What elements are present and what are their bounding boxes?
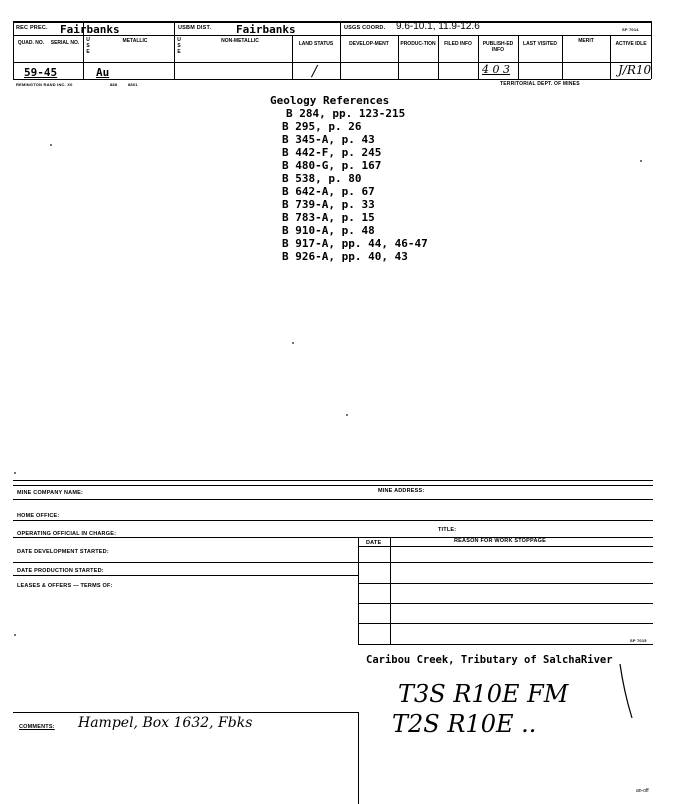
stoppage-table-left (358, 537, 359, 645)
header-vrule (174, 21, 175, 79)
speck (14, 472, 16, 474)
usgs-coord-value: 9.6-10.1, 11.9-12.6 (396, 21, 480, 32)
col-metallic-use: U S E (86, 37, 90, 55)
comments-label: COMMENTS: (19, 724, 55, 730)
department-label: TERRITORIAL DEPT. OF MINES (500, 81, 580, 87)
location-text: Caribou Creek, Tributary of SalchaRiver (366, 654, 613, 666)
stoppage-table-divider (390, 537, 391, 645)
speck (346, 414, 348, 416)
reference-line: B 480-G, p. 167 (282, 159, 382, 172)
stoppage-row-rule (358, 644, 653, 645)
usbm-dist-value: Fairbanks (236, 23, 296, 36)
metallic-value: Au (96, 66, 110, 79)
title-label: TITLE: (438, 527, 457, 533)
header-vrule (398, 35, 399, 79)
reference-line: B 442-F, p. 245 (282, 146, 382, 159)
stoppage-row-rule (358, 583, 653, 584)
usbm-dist-label: USBM DIST. (178, 25, 212, 31)
rec-prec-value: Fairbanks (60, 23, 120, 36)
form-rule (13, 575, 358, 576)
reference-line: B 295, p. 26 (282, 120, 362, 133)
stoppage-reason-col: REASON FOR WORK STOPPAGE (454, 538, 546, 544)
col-development: DEVELOP-MENT (349, 41, 389, 47)
printer-imprint: REMINGTON RAND INC. X0 (16, 82, 73, 87)
reference-line: B 783-A, p. 15 (282, 211, 375, 224)
lower-top-rule (13, 480, 653, 481)
form-number-top: SP 7014 (622, 27, 639, 32)
printer-code-2: 8801 (128, 82, 138, 87)
date-development-label: DATE DEVELOPMENT STARTED: (17, 549, 109, 555)
header-rule-3 (13, 62, 651, 63)
header-vrule (292, 35, 293, 79)
reference-line: B 538, p. 80 (282, 172, 362, 185)
handwritten-stroke (616, 662, 636, 722)
col-filed-info: FILED INFO (444, 41, 472, 47)
usgs-coord-label: USGS COORD. (344, 25, 386, 31)
col-production: PRODUC-TION (400, 41, 436, 47)
home-office-label: HOME OFFICE: (17, 513, 60, 519)
form-rule (13, 499, 653, 500)
form-rule (13, 537, 653, 538)
header-vrule (562, 35, 563, 79)
col-nonmetallic: NON-METALLIC (221, 38, 259, 44)
col-published-info: PUBLISH-ED INFO (482, 41, 514, 53)
col-land-status: LAND STATUS (298, 41, 334, 47)
header-vrule (610, 35, 611, 79)
col-metallic: METALLIC (122, 38, 148, 44)
reference-line: B 284, pp. 123-215 (286, 107, 406, 120)
header-vrule (518, 35, 519, 79)
form-rule (13, 520, 653, 521)
reference-line: B 926-A, pp. 40, 43 (282, 250, 408, 263)
reference-line: B 345-A, p. 43 (282, 133, 375, 146)
mine-address-label: MINE ADDRESS: (378, 488, 425, 494)
col-last-visited: LAST VISITED (523, 41, 557, 47)
header-vrule (438, 35, 439, 79)
col-merit: MERIT (578, 38, 594, 44)
reference-line: B 739-A, p. 33 (282, 198, 375, 211)
stoppage-date-col: DATE (366, 540, 382, 546)
col-active-idle: ACTIVE IDLE (615, 41, 647, 47)
header-vrule (340, 21, 341, 79)
comments-right-rule (358, 712, 359, 804)
footer-mark: an-off (636, 788, 649, 794)
header-vrule (13, 21, 14, 79)
printer-code-1: 888 (110, 82, 118, 87)
col-serial-no: SERIAL NO. (50, 40, 80, 46)
col-quad-no: QUAD. NO. (17, 40, 45, 46)
comments-top-rule (13, 712, 358, 713)
date-production-label: DATE PRODUCTION STARTED: (17, 568, 104, 574)
land-status-value: / (312, 62, 318, 80)
township-line-2: T2S R10E .. (392, 710, 537, 738)
speck (14, 634, 16, 636)
stoppage-row-rule (358, 546, 653, 547)
township-line-1: T3S R10E FM (398, 680, 569, 708)
published-info-value: 4 0 3 (482, 63, 510, 76)
references-title: Geology References (270, 94, 390, 107)
speck (50, 144, 52, 146)
reference-line: B 910-A, p. 48 (282, 224, 375, 237)
comments-value: Hampel, Box 1632, Fbks (78, 715, 253, 731)
reference-line: B 642-A, p. 67 (282, 185, 375, 198)
mine-company-label: MINE COMPANY NAME: (17, 490, 84, 496)
header-bottom-rule (13, 79, 651, 80)
stoppage-row-rule (358, 603, 653, 604)
rec-prec-label: REC PREC. (16, 25, 48, 31)
stoppage-row-rule (358, 562, 653, 563)
operating-official-label: OPERATING OFFICIAL IN CHARGE: (17, 531, 117, 537)
active-idle-value: J/R10 (618, 63, 652, 77)
speck (292, 342, 294, 344)
leases-label: LEASES & OFFERS — TERMS OF: (17, 583, 113, 589)
header-vrule (478, 35, 479, 79)
reference-line: B 917-A, pp. 44, 46-47 (282, 237, 428, 250)
stoppage-row-rule (358, 623, 653, 624)
quad-serial-value: 59-45 (24, 66, 58, 79)
lower-top-rule-2 (13, 485, 653, 486)
col-nonmetallic-use: U S E (177, 37, 181, 55)
form-number-bottom: SP 7015 (630, 638, 647, 643)
form-rule (13, 562, 358, 563)
speck (640, 160, 642, 162)
